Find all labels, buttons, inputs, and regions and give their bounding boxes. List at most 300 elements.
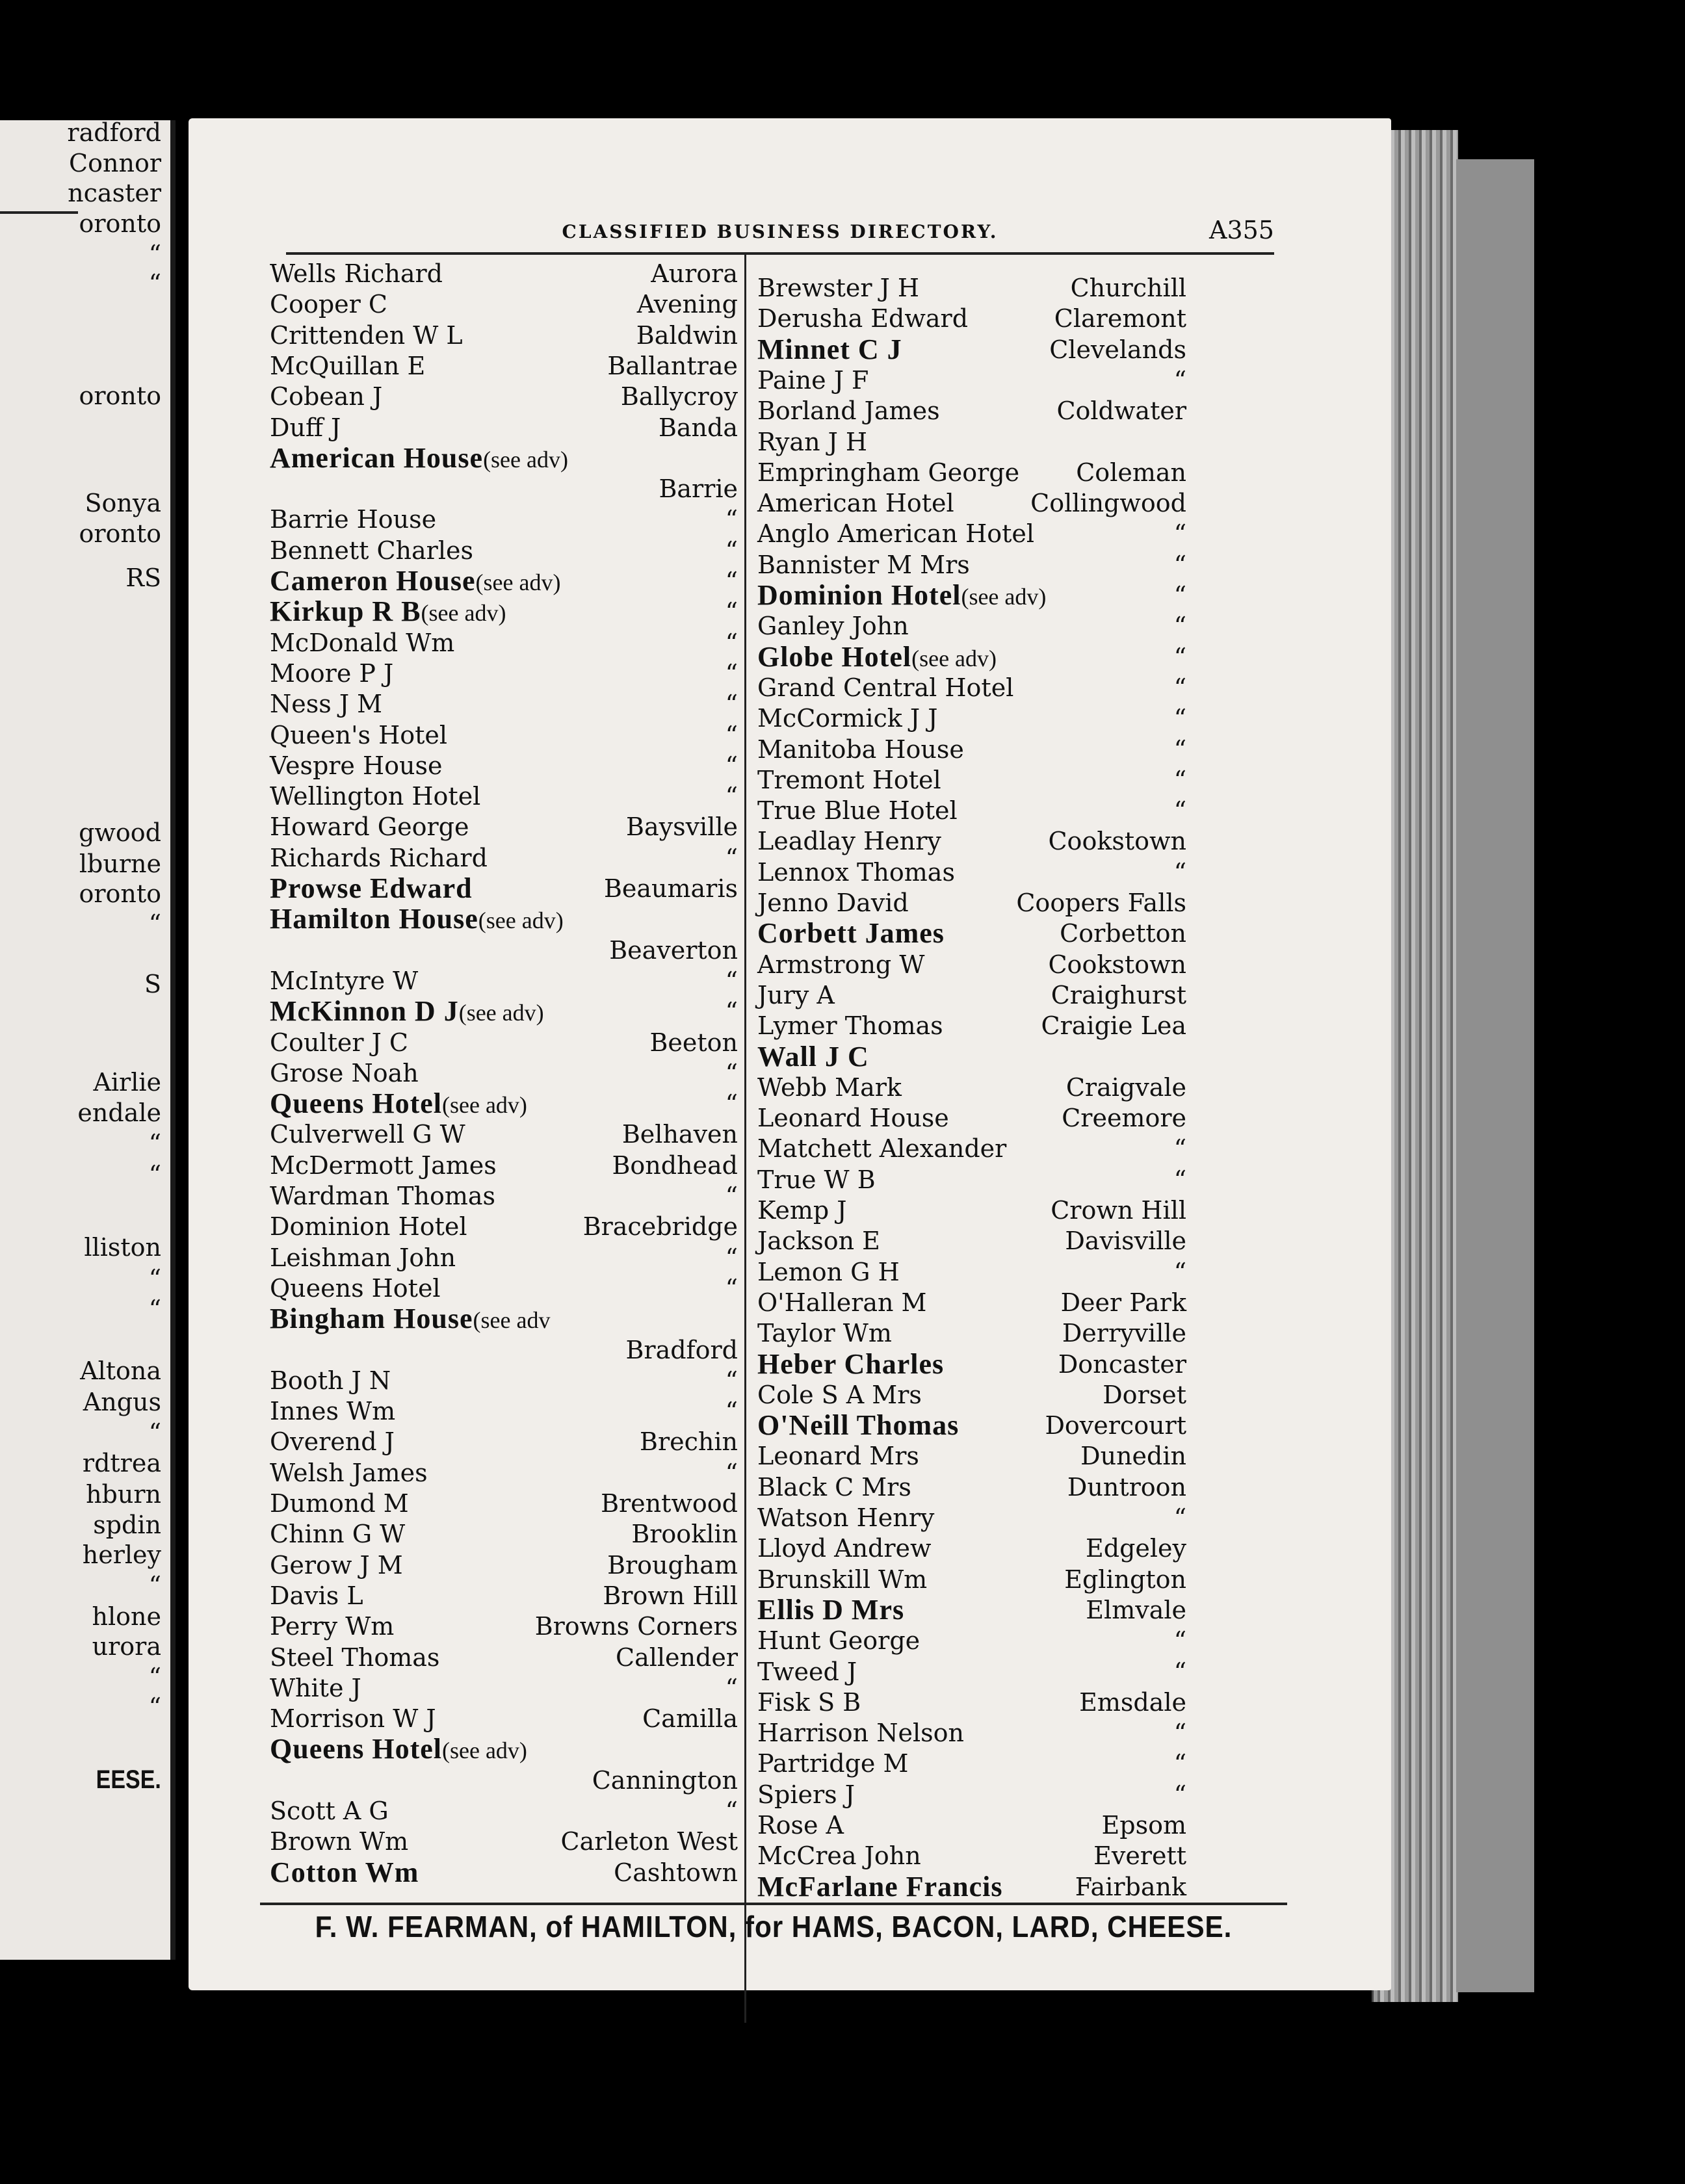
entry-place: “	[1173, 1719, 1186, 1748]
entry-place: Edgeley	[1086, 1534, 1186, 1563]
entry-name: Armstrong W	[757, 950, 925, 979]
entry-name: Innes Wm	[270, 1397, 396, 1426]
entry-place: “	[725, 536, 738, 565]
previous-page-text: “	[148, 1571, 161, 1600]
entry-place: “	[1173, 1257, 1186, 1286]
previous-page-text: lliston	[84, 1233, 161, 1262]
entry-place: Derryville	[1062, 1319, 1186, 1348]
footer-rule	[260, 1903, 1287, 1905]
entry-name: Cooper C	[270, 290, 387, 319]
directory-entry	[757, 1256, 1186, 1288]
entry-name: Bingham House(see adv	[270, 1303, 551, 1335]
previous-page-text: lburne	[79, 850, 161, 878]
directory-entry	[757, 488, 1186, 519]
see-advertisement-note: (see adv)	[441, 1737, 527, 1764]
directory-entry	[270, 781, 738, 812]
directory-entry	[757, 1410, 1186, 1441]
directory-entry	[270, 1550, 738, 1581]
directory-entry	[757, 1625, 1186, 1656]
directory-entry	[270, 596, 738, 627]
directory-entry	[757, 272, 1186, 304]
entry-place: “	[1173, 796, 1186, 826]
entry-name: Barrie House	[270, 505, 437, 534]
entry-place: Epsom	[1101, 1811, 1186, 1840]
see-advertisement-note: (see adv)	[475, 569, 561, 595]
entry-name: Welsh James	[270, 1458, 428, 1487]
entry-name: Overend J	[270, 1427, 395, 1457]
previous-page-text: “	[148, 1663, 161, 1691]
entry-name: Lemon G H	[757, 1257, 900, 1286]
previous-page-text: oronto	[79, 879, 161, 908]
entry-place: Ballycroy	[620, 382, 738, 411]
entry-name: Corbett James	[757, 917, 945, 950]
entry-place: Beaumaris	[603, 874, 738, 903]
directory-entry	[270, 566, 738, 597]
left-page-rule	[0, 211, 78, 214]
entry-place: “	[1173, 1657, 1186, 1686]
directory-entry	[270, 535, 738, 566]
directory-entry	[757, 1102, 1186, 1134]
previous-page-text: “	[148, 1129, 161, 1158]
previous-page-text: Sonya	[85, 489, 161, 517]
entry-place: Fairbank	[1075, 1872, 1186, 1901]
entry-name: Harrison Nelson	[757, 1719, 964, 1748]
entry-place: “	[725, 843, 738, 872]
directory-entry	[757, 365, 1186, 396]
entry-place: Beaverton	[609, 935, 738, 965]
directory-entry	[757, 1687, 1186, 1718]
page-number: A355	[1209, 216, 1274, 244]
see-advertisement-note: (see adv)	[483, 446, 568, 473]
entry-place: “	[725, 720, 738, 749]
previous-page-text: RS	[125, 564, 161, 592]
directory-entry	[757, 334, 1186, 365]
entry-name: Ryan J H	[757, 427, 868, 456]
entry-name: Fisk S B	[757, 1687, 861, 1717]
entry-name: Paine J F	[757, 365, 869, 395]
entry-name: Crittenden W L	[270, 320, 463, 350]
see-advertisement-note: (see adv)	[441, 1092, 527, 1119]
entry-name: Leonard Mrs	[757, 1442, 919, 1471]
entry-place: Browns Corners	[534, 1612, 738, 1641]
entry-name: Black C Mrs	[757, 1472, 911, 1502]
directory-entry	[757, 457, 1186, 488]
page-header	[286, 216, 1274, 255]
entry-name: American House(see adv)	[270, 441, 568, 474]
entry-name: Queens Hotel(see adv)	[270, 1733, 527, 1765]
entry-name: Brewster J H	[757, 274, 920, 302]
directory-entry	[757, 549, 1186, 580]
entry-name: Minnet C J	[757, 333, 902, 365]
directory-entry	[270, 1642, 738, 1673]
directory-entry	[757, 1349, 1186, 1380]
entry-place: “	[1173, 550, 1186, 579]
previous-page-text: hburn	[86, 1480, 161, 1509]
entry-name: McQuillan E	[270, 351, 426, 380]
entry-name: Queen's Hotel	[270, 720, 448, 749]
directory-entry	[757, 918, 1186, 949]
entry-name: Perry Wm	[270, 1612, 395, 1641]
directory-entry	[270, 1672, 738, 1704]
entry-place: “	[1173, 704, 1186, 733]
entry-name: Grose Noah	[270, 1058, 419, 1087]
directory-entry	[757, 395, 1186, 426]
entry-name: Globe Hotel(see adv)	[757, 640, 997, 673]
entry-place: “	[1173, 1749, 1186, 1778]
entry-name: Vespre House	[270, 751, 443, 780]
entry-name: McIntyre W	[270, 966, 419, 995]
entry-place: “	[1173, 581, 1186, 610]
directory-entry	[757, 1533, 1186, 1564]
entry-place: “	[725, 1673, 738, 1702]
entry-place: “	[725, 1797, 738, 1825]
header-title: CLASSIFIED BUSINESS DIRECTORY.	[562, 221, 999, 242]
column-divider	[744, 255, 746, 2023]
directory-entry	[270, 381, 738, 412]
entry-place: “	[725, 658, 738, 688]
previous-page-text: urora	[92, 1632, 161, 1661]
entry-place: “	[1173, 734, 1186, 764]
entry-name: Jury A	[757, 980, 835, 1009]
previous-page-text: oronto	[79, 519, 161, 548]
entry-place: Baldwin	[636, 320, 738, 350]
entry-name: Ganley John	[757, 612, 909, 641]
entry-place: “	[725, 1397, 738, 1426]
directory-entry	[757, 1041, 1186, 1072]
entry-name: McKinnon D J(see adv)	[270, 995, 544, 1028]
entry-place: Beeton	[649, 1028, 738, 1057]
entry-place: Dovercourt	[1045, 1411, 1186, 1440]
entry-name: Dumond M	[270, 1489, 409, 1518]
entry-place: Bradford	[625, 1335, 738, 1364]
directory-entry	[757, 703, 1186, 734]
entry-place: Baysville	[626, 812, 738, 842]
entry-name: Dominion Hotel	[270, 1212, 467, 1242]
directory-entry	[270, 1734, 738, 1765]
directory-entry	[270, 1518, 738, 1550]
entry-place: Brown Hill	[603, 1581, 738, 1610]
entry-name: Queens Hotel(see adv)	[270, 1087, 527, 1120]
directory-entry	[757, 1287, 1186, 1318]
entry-place: Dunedin	[1080, 1442, 1186, 1471]
entry-place: Coleman	[1076, 458, 1186, 487]
entry-place: “	[1173, 1165, 1186, 1194]
entry-place: “	[725, 782, 738, 811]
directory-entry	[270, 627, 738, 658]
entry-place: “	[725, 1058, 738, 1087]
directory-entry	[757, 1225, 1186, 1256]
entry-name: Wall J C	[757, 1040, 869, 1072]
entry-name: Jackson E	[757, 1227, 880, 1256]
directory-entry	[757, 826, 1186, 857]
directory-entry	[270, 504, 738, 535]
entry-name: Heber Charles	[757, 1347, 945, 1380]
directory-entry	[270, 1027, 738, 1058]
entry-place: Churchill	[1070, 274, 1186, 302]
directory-entry	[270, 320, 738, 351]
entry-name: Tweed J	[757, 1657, 857, 1686]
entry-place: Cookstown	[1048, 950, 1186, 979]
directory-entry	[757, 642, 1186, 673]
directory-entry	[757, 1072, 1186, 1103]
entry-place: Crown Hill	[1051, 1196, 1186, 1225]
entry-name: Queens Hotel	[270, 1273, 441, 1303]
directory-entry	[757, 1010, 1186, 1041]
previous-page-text: Connor	[69, 149, 161, 177]
entry-place: “	[725, 1366, 738, 1395]
directory-entry	[270, 1150, 738, 1181]
entry-place: Claremont	[1054, 304, 1186, 333]
entry-place: “	[1173, 612, 1186, 641]
entry-place: Cannington	[592, 1765, 738, 1795]
previous-page-text: radford	[67, 120, 161, 147]
entry-name: Borland James	[757, 396, 940, 426]
directory-entry	[270, 1242, 738, 1273]
directory-entry	[757, 1871, 1186, 1903]
previous-page-text: ncaster	[68, 179, 161, 207]
entry-name: Hunt George	[757, 1626, 921, 1656]
entry-name: Ellis D Mrs	[757, 1593, 905, 1626]
directory-entry	[270, 1826, 738, 1857]
directory-entry	[270, 1180, 738, 1212]
see-advertisement-note: (see adv)	[421, 600, 506, 627]
entry-name: Grand Central Hotel	[757, 673, 1014, 702]
entry-name: Davis L	[270, 1581, 363, 1610]
entry-name: Empringham George	[757, 458, 1020, 487]
entry-name: Lymer Thomas	[757, 1011, 943, 1041]
entry-place: Collingwood	[1030, 489, 1186, 518]
entry-place: Avening	[636, 290, 738, 319]
entry-place: Brechin	[640, 1427, 738, 1457]
entry-name: McCormick J J	[757, 704, 938, 733]
directory-entry	[270, 1795, 738, 1826]
entry-name: Derusha Edward	[757, 304, 969, 333]
directory-entry	[270, 750, 738, 781]
entry-name: True Blue Hotel	[757, 796, 958, 826]
entry-name: Partridge M	[757, 1749, 909, 1778]
entry-name: Chinn G W	[270, 1520, 406, 1549]
entry-name: Hamilton House(see adv)	[270, 903, 564, 935]
entry-place: Clevelands	[1049, 335, 1186, 364]
entry-place: “	[725, 997, 738, 1026]
entry-place: “	[725, 966, 738, 995]
entry-place: “	[1173, 1503, 1186, 1532]
entry-place: Belhaven	[621, 1120, 738, 1149]
entry-name: Leonard House	[757, 1104, 949, 1133]
directory-entry	[270, 1365, 738, 1396]
directory-entry	[757, 1594, 1186, 1626]
directory-entry	[757, 1133, 1186, 1164]
directory-entry	[270, 1580, 738, 1611]
entry-name: Manitoba House	[757, 734, 964, 764]
entry-name: Spiers J	[757, 1780, 855, 1809]
directory-entry	[270, 443, 738, 474]
directory-entry	[757, 303, 1186, 334]
entry-place: Brougham	[607, 1550, 738, 1580]
see-advertisement-note: (see adv)	[478, 907, 564, 934]
directory-entry	[757, 1564, 1186, 1595]
directory-entry	[757, 857, 1186, 888]
previous-page-text: “	[148, 909, 161, 938]
directory-entry	[757, 1440, 1186, 1472]
entry-place: “	[725, 1273, 738, 1303]
entry-place: Coldwater	[1056, 396, 1186, 426]
entry-name: Bennett Charles	[270, 536, 473, 565]
directory-entry	[270, 1088, 738, 1119]
entry-place: Doncaster	[1058, 1349, 1186, 1379]
directory-entry	[757, 1472, 1186, 1503]
entry-name: Cobean J	[270, 382, 383, 411]
entry-name: O'Halleran M	[757, 1288, 927, 1317]
directory-entry	[270, 289, 738, 320]
entry-name: Taylor Wm	[757, 1319, 892, 1348]
entry-place: Cashtown	[614, 1858, 738, 1887]
previous-page-text: EESE.	[96, 1765, 161, 1794]
previous-page-fragment	[0, 120, 176, 1960]
directory-entry	[270, 473, 738, 504]
directory-entry	[270, 935, 738, 966]
directory-entry	[270, 1426, 738, 1457]
directory-entry	[270, 811, 738, 842]
directory-entry	[757, 1656, 1186, 1687]
directory-entry	[757, 1164, 1186, 1195]
entry-place: “	[725, 505, 738, 534]
previous-page-text: “	[148, 1295, 161, 1323]
entry-place: “	[725, 690, 738, 719]
entry-name: Ness J M	[270, 690, 383, 719]
entry-place: “	[725, 1458, 738, 1487]
entry-place: Craigvale	[1065, 1072, 1186, 1102]
entry-place: Deer Park	[1060, 1288, 1186, 1317]
directory-entry	[270, 350, 738, 382]
entry-place: Aurora	[651, 259, 738, 288]
directory-entry	[270, 1396, 738, 1427]
entry-place: Creemore	[1062, 1104, 1186, 1133]
directory-entry	[757, 949, 1186, 980]
entry-place: “	[1173, 1626, 1186, 1656]
directory-entry	[270, 873, 738, 904]
entry-name: Cameron House(see adv)	[270, 565, 561, 597]
entry-name: Cotton Wm	[270, 1856, 419, 1888]
directory-entry	[270, 1273, 738, 1304]
directory-entry	[757, 610, 1186, 642]
entry-place: “	[725, 597, 738, 627]
entry-place: Everett	[1093, 1841, 1186, 1871]
entry-name: Moore P J	[270, 658, 394, 688]
entry-place: Brooklin	[631, 1520, 738, 1549]
entry-place: Camilla	[642, 1704, 738, 1734]
entry-place: Davisville	[1065, 1227, 1186, 1256]
directory-entry	[757, 1195, 1186, 1226]
entry-name: American Hotel	[757, 489, 954, 518]
directory-entry	[757, 426, 1186, 458]
directory-entry	[270, 258, 738, 289]
directory-entry	[757, 1717, 1186, 1748]
previous-page-text: “	[148, 269, 161, 298]
directory-entry	[270, 904, 738, 935]
footer-advertisement: F. W. FEARMAN, of HAMILTON, for HAMS, BACON, LARD, CHEESE.	[315, 1910, 1233, 1944]
entry-place: “	[1173, 1134, 1186, 1164]
entry-name: Lennox Thomas	[757, 857, 955, 887]
directory-entry	[270, 1488, 738, 1519]
entry-place: Dorset	[1103, 1380, 1186, 1409]
entry-place: “	[725, 1182, 738, 1210]
entry-name: McFarlane Francis	[757, 1870, 1003, 1903]
entry-name: Prowse Edward	[270, 872, 473, 904]
entry-name: Wells Richard	[270, 259, 443, 288]
see-advertisement-note: (see adv)	[458, 1000, 544, 1026]
directory-entry	[270, 996, 738, 1027]
previous-page-text: herley	[82, 1540, 161, 1569]
entry-place: Emsdale	[1079, 1687, 1186, 1717]
previous-page-text: hlone	[92, 1602, 161, 1631]
entry-place: Banda	[658, 413, 738, 442]
entry-place: “	[1173, 857, 1186, 887]
directory-entry	[270, 658, 738, 689]
entry-name: White J	[270, 1673, 361, 1702]
entry-name: Steel Thomas	[270, 1643, 440, 1672]
directory-entry	[270, 412, 738, 443]
entry-name: Kemp J	[757, 1196, 847, 1225]
entry-name: Booth J N	[270, 1366, 391, 1395]
see-advertisement-note: (see adv)	[911, 645, 997, 671]
entry-name: Howard George	[270, 812, 469, 842]
previous-page-text: Altona	[80, 1357, 161, 1385]
entry-name: McDonald Wm	[270, 628, 455, 657]
directory-entry	[270, 1765, 738, 1796]
entry-place: Ballantrae	[607, 351, 738, 380]
directory-entry	[757, 580, 1186, 611]
directory-entry	[270, 1857, 738, 1888]
entry-name: Jenno David	[757, 889, 909, 917]
directory-entry	[757, 795, 1186, 826]
previous-page-text: “	[148, 240, 161, 268]
entry-place: “	[1173, 673, 1186, 702]
entry-place: “	[1173, 642, 1186, 671]
directory-entry	[757, 672, 1186, 703]
directory-entry	[757, 1810, 1186, 1841]
entry-name: Matchett Alexander	[757, 1134, 1007, 1164]
entry-name: True W B	[757, 1165, 876, 1194]
previous-page-text: spdin	[93, 1511, 161, 1539]
previous-page-text: “	[148, 1264, 161, 1293]
entry-name: Tremont Hotel	[757, 765, 941, 794]
entry-place: “	[725, 1243, 738, 1272]
entry-name: Morrison W J	[270, 1704, 436, 1734]
see-advertisement-note: (see adv	[473, 1307, 551, 1334]
entry-place: Brentwood	[601, 1489, 738, 1518]
directory-entry	[270, 1058, 738, 1089]
entry-name: Bannister M Mrs	[757, 550, 970, 579]
directory-entry	[270, 1611, 738, 1642]
previous-page-text: S	[144, 970, 161, 998]
entry-place: Eglington	[1064, 1565, 1186, 1594]
entry-name: Duff J	[270, 413, 341, 442]
entry-name: Webb Mark	[757, 1072, 902, 1102]
directory-entry	[270, 720, 738, 751]
entry-name: Kirkup R B(see adv)	[270, 595, 506, 628]
directory-entry	[270, 1303, 738, 1334]
directory-entry	[757, 980, 1186, 1011]
previous-page-text: “	[148, 1418, 161, 1447]
entry-place: Duntroon	[1067, 1472, 1186, 1502]
entry-name: Coulter J C	[270, 1028, 408, 1057]
entry-name: Lloyd Andrew	[757, 1534, 932, 1563]
entry-place: “	[1173, 1780, 1186, 1809]
previous-page-text: rdtrea	[82, 1449, 161, 1477]
entry-name: Dominion Hotel(see adv)	[757, 579, 1047, 611]
previous-page-text: Airlie	[93, 1068, 161, 1097]
